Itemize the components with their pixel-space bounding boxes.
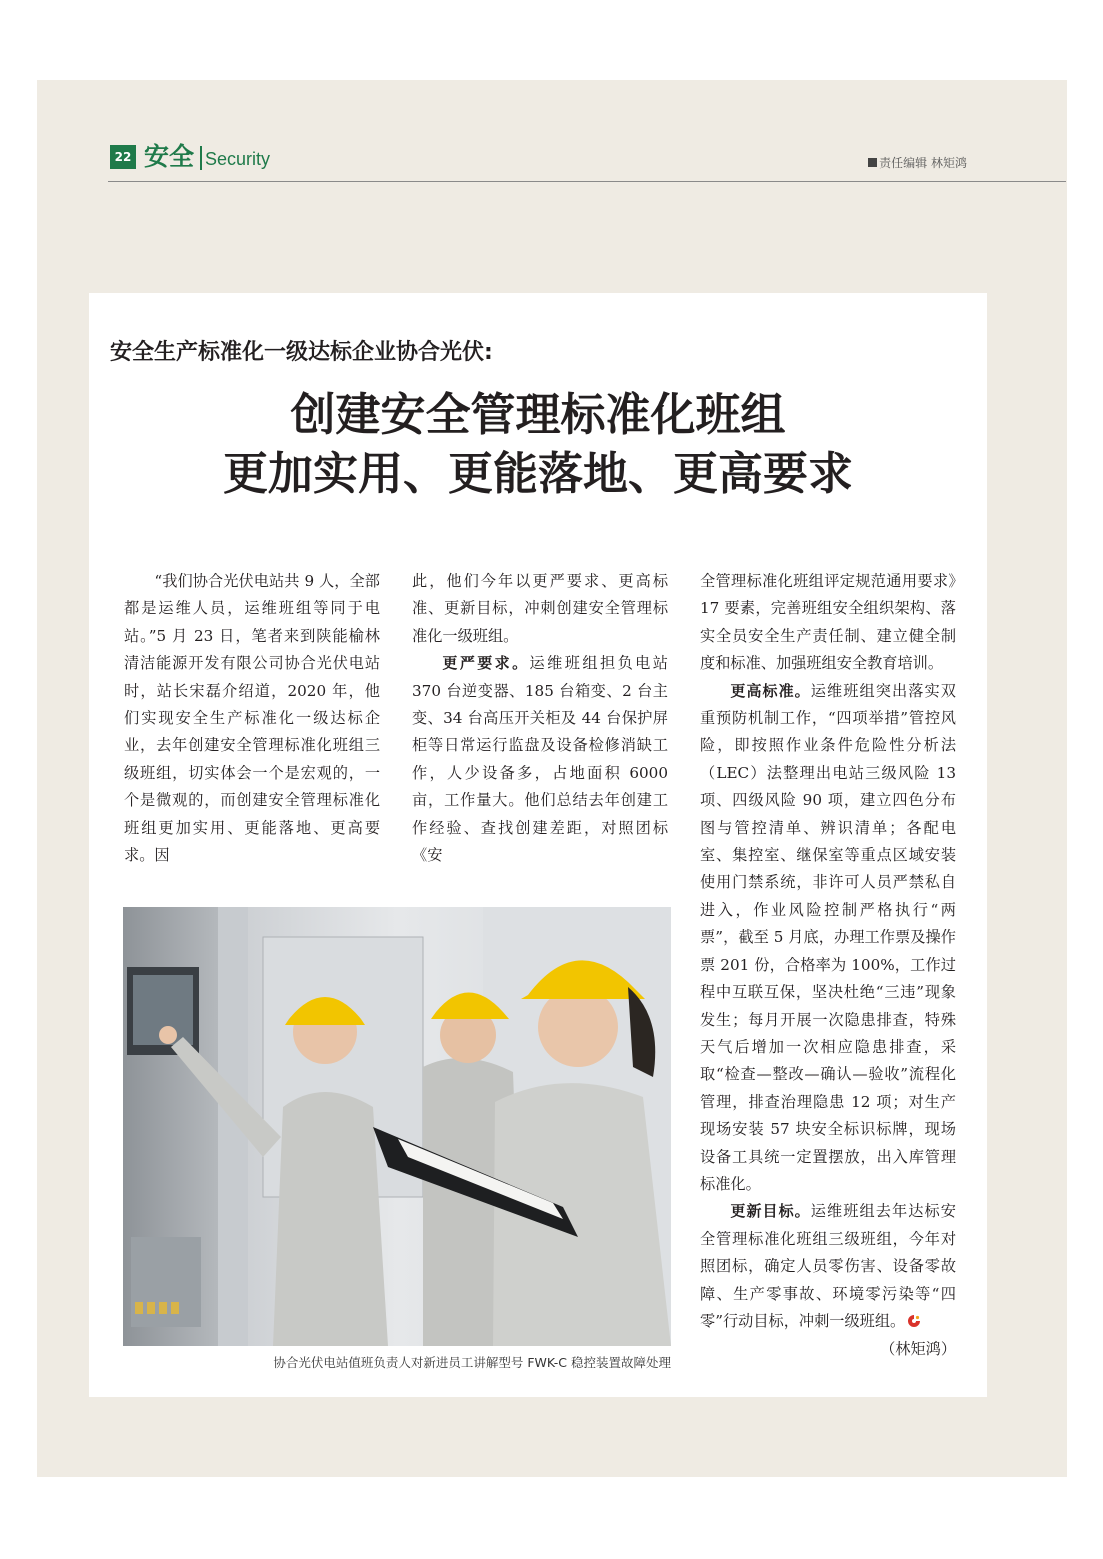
- editor-credit-text: 责任编辑 林矩鸿: [879, 156, 967, 170]
- article-photo: [123, 907, 671, 1346]
- author-signoff: （林矩鸿）: [880, 1340, 956, 1359]
- square-bullet-icon: [868, 158, 877, 167]
- article-column-3: [700, 568, 956, 1364]
- worker-1-uniform: [273, 1092, 388, 1346]
- paragraph: “我们协合光伏电站共 9 人，全部都是运维人员，运维班组等同于电站。”5 月 23 日，笔者来到陕能榆林清洁能源开发有限公司协合光伏电站时，站长宋磊介绍道，2020 年，他们实现安全生产标准化一级达标企业，去年创建安全管理标准化班组三级班组，切实体会一个是宏观的，一个是微观的，而创建安全管理标准化班组更加实用、更能落地、更高要求。因: [124, 572, 380, 865]
- paragraph-lead: 更高标准。: [730, 681, 811, 700]
- editor-credit: [868, 154, 967, 171]
- paragraph: 全管理标准化班组评定规范通用要求》17 要素，完善班组安全组织架构、落实全员安全生产责任制、建立健全制度和标准、加强班组安全教育培训。: [700, 572, 956, 673]
- article-column-2: [412, 568, 668, 869]
- photo-caption: 协合光伏电站值班负责人对新进员工讲解型号 FWK-C 稳控装置故障处理: [273, 1355, 671, 1370]
- paragraph-body: 运维班组担负电站 370 台逆变器、185 台箱变、2 台主变、34 台高压开关柜及 44 台保护屏柜等日常运行监盘及设备检修消缺工作，人少设备多，占地面积 6000 亩，工作量大。他们总结去年创建工作经验、查找创建差距，对照团标《安: [412, 654, 668, 865]
- magazine-end-mark-icon: [907, 1314, 921, 1328]
- photo-illustration: [123, 907, 671, 1346]
- paragraph: [412, 650, 668, 869]
- paragraph: [700, 1198, 956, 1335]
- paragraph: [700, 678, 956, 1199]
- paragraph-body: 运维班组突出落实双重预防机制工作，“四项举措”管控风险，即按照作业条件危险性分析法（LEC）法整理出电站三级风险 13 项、四级风险 90 项，建立四色分布图与管控清单、辨识清单；各配电室、集控室、继保室等重点区域安装使用门禁系统，非许可人员严禁私自进入，作业风险控制严格执行“两票”，截至 5 月底，办理工作票及操作票 201 份，合格率为 100%，工作过程中互联互保，坚决杜绝“三违”现象发生；每月开展一次隐患排查，特殊天气后增加一次相应隐患排查，采取“检查—整改—确认—验收”流程化管理，排查治理隐患 12 项；对生产现场安装 57 块安全标识标牌，现场设备工具统一定置摆放，出入库管理标准化。: [700, 681, 956, 1193]
- paragraph-lead: 更新目标。: [730, 1202, 811, 1221]
- paragraph-lead: 更严要求。: [442, 654, 530, 673]
- article-title-line-1: 创建安全管理标准化班组: [290, 388, 786, 441]
- article-column-1: [124, 568, 380, 869]
- section-title-cn: 安全: [144, 142, 195, 171]
- paragraph: 此，他们今年以更严要求、更高标准、更新目标，冲刺创建安全管理标准化一级班组。: [412, 572, 668, 645]
- section-divider: [200, 146, 202, 170]
- section-title-en: Security: [205, 149, 271, 169]
- article-title-line-2: 更加实用、更能落地、更高要求: [222, 447, 853, 500]
- page-number: 22: [110, 145, 136, 169]
- paragraph-body: 运维班组去年达标安全管理标准化班组三级班组，今年对照团标，确定人员零伤害、设备零故障、生产零事故、环境零污染等“四零”行动目标，冲刺一级班组。: [700, 1202, 956, 1330]
- header-rule: [108, 181, 1066, 182]
- article-kicker: 安全生产标准化一级达标企业协合光伏:: [110, 340, 493, 365]
